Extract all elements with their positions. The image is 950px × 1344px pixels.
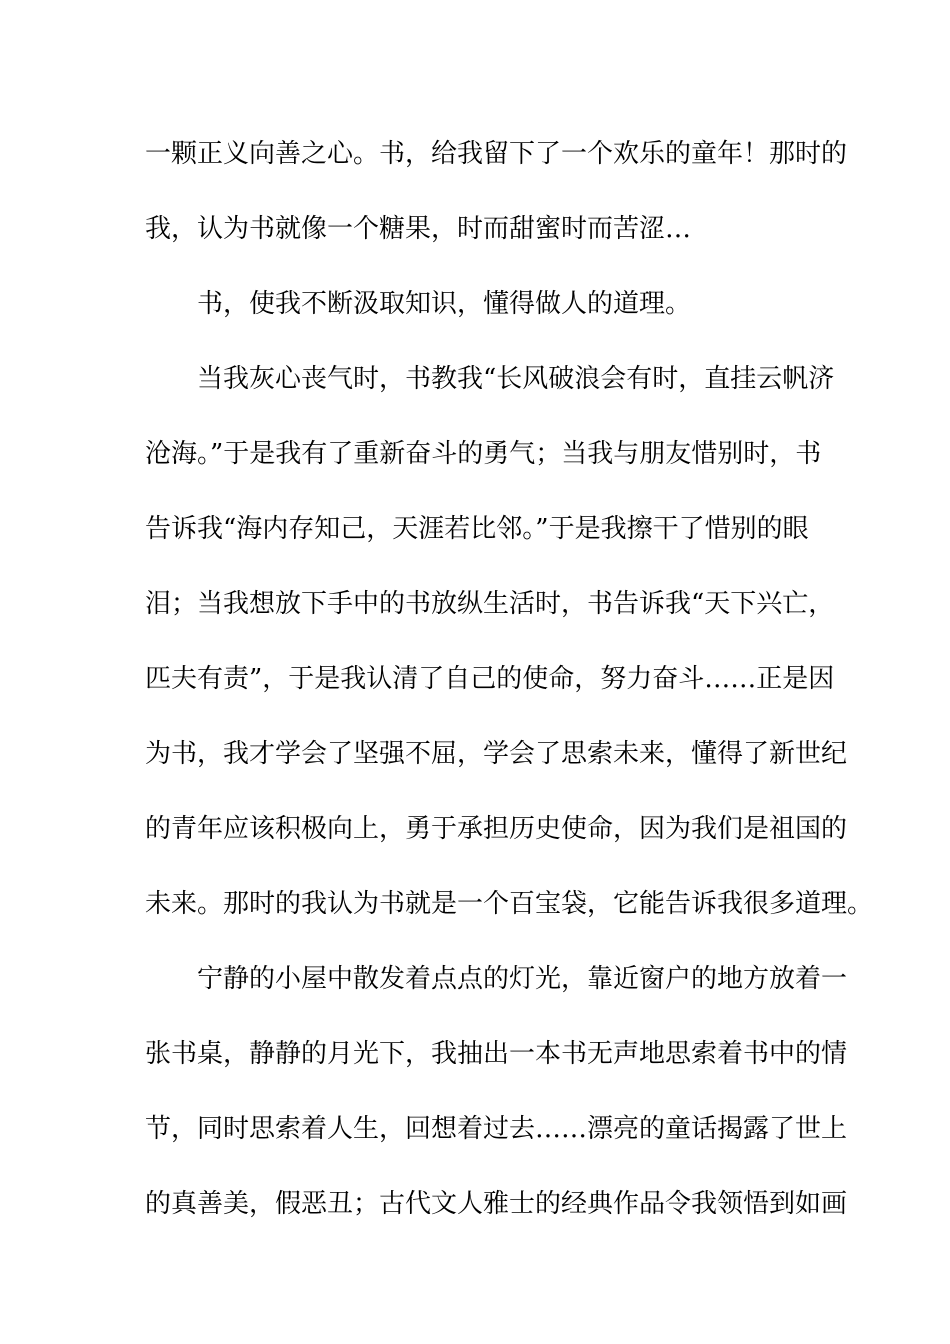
text-line: 泪；当我想放下手中的书放纵生活时，书告诉我“天下兴亡， xyxy=(145,589,835,619)
text-line: 的真善美，假恶丑；古代文人雅士的经典作品令我领悟到如画 xyxy=(145,1189,848,1219)
text-line: 节，同时思索着人生，回想着过去……漂亮的童话揭露了世上 xyxy=(145,1114,848,1144)
text-line: 一颗正义向善之心。书，给我留下了一个欢乐的童年！那时的 xyxy=(145,139,848,169)
text-line: 沧海。”于是我有了重新奋斗的勇气；当我与朋友惜别时，书 xyxy=(145,439,822,469)
text-line: 未来。那时的我认为书就是一个百宝袋，它能告诉我很多道理。 xyxy=(145,889,874,919)
paragraph-start-line: 宁静的小屋中散发着点点的灯光，靠近窗户的地方放着一 xyxy=(197,964,848,994)
text-line: 匹夫有责”，于是我认清了自己的使命，努力奋斗……正是因 xyxy=(145,664,835,694)
paragraph-start-line: 当我灰心丧气时，书教我“长风破浪会有时，直挂云帆济 xyxy=(197,364,835,394)
text-line: 我，认为书就像一个糖果，时而甜蜜时而苦涩… xyxy=(145,214,692,244)
text-line: 为书，我才学会了坚强不屈，学会了思索未来，懂得了新世纪 xyxy=(145,739,848,769)
body-text xyxy=(145,128,874,1253)
text-line: 的青年应该积极向上，勇于承担历史使命，因为我们是祖国的 xyxy=(145,814,848,844)
paragraph-start-line: 书，使我不断汲取知识，懂得做人的道理。 xyxy=(197,289,692,319)
text-line: 张书桌，静静的月光下，我抽出一本书无声地思索着书中的情 xyxy=(145,1039,848,1069)
text-line: 告诉我“海内存知己，天涯若比邻。”于是我擦干了惜别的眼 xyxy=(145,514,809,544)
